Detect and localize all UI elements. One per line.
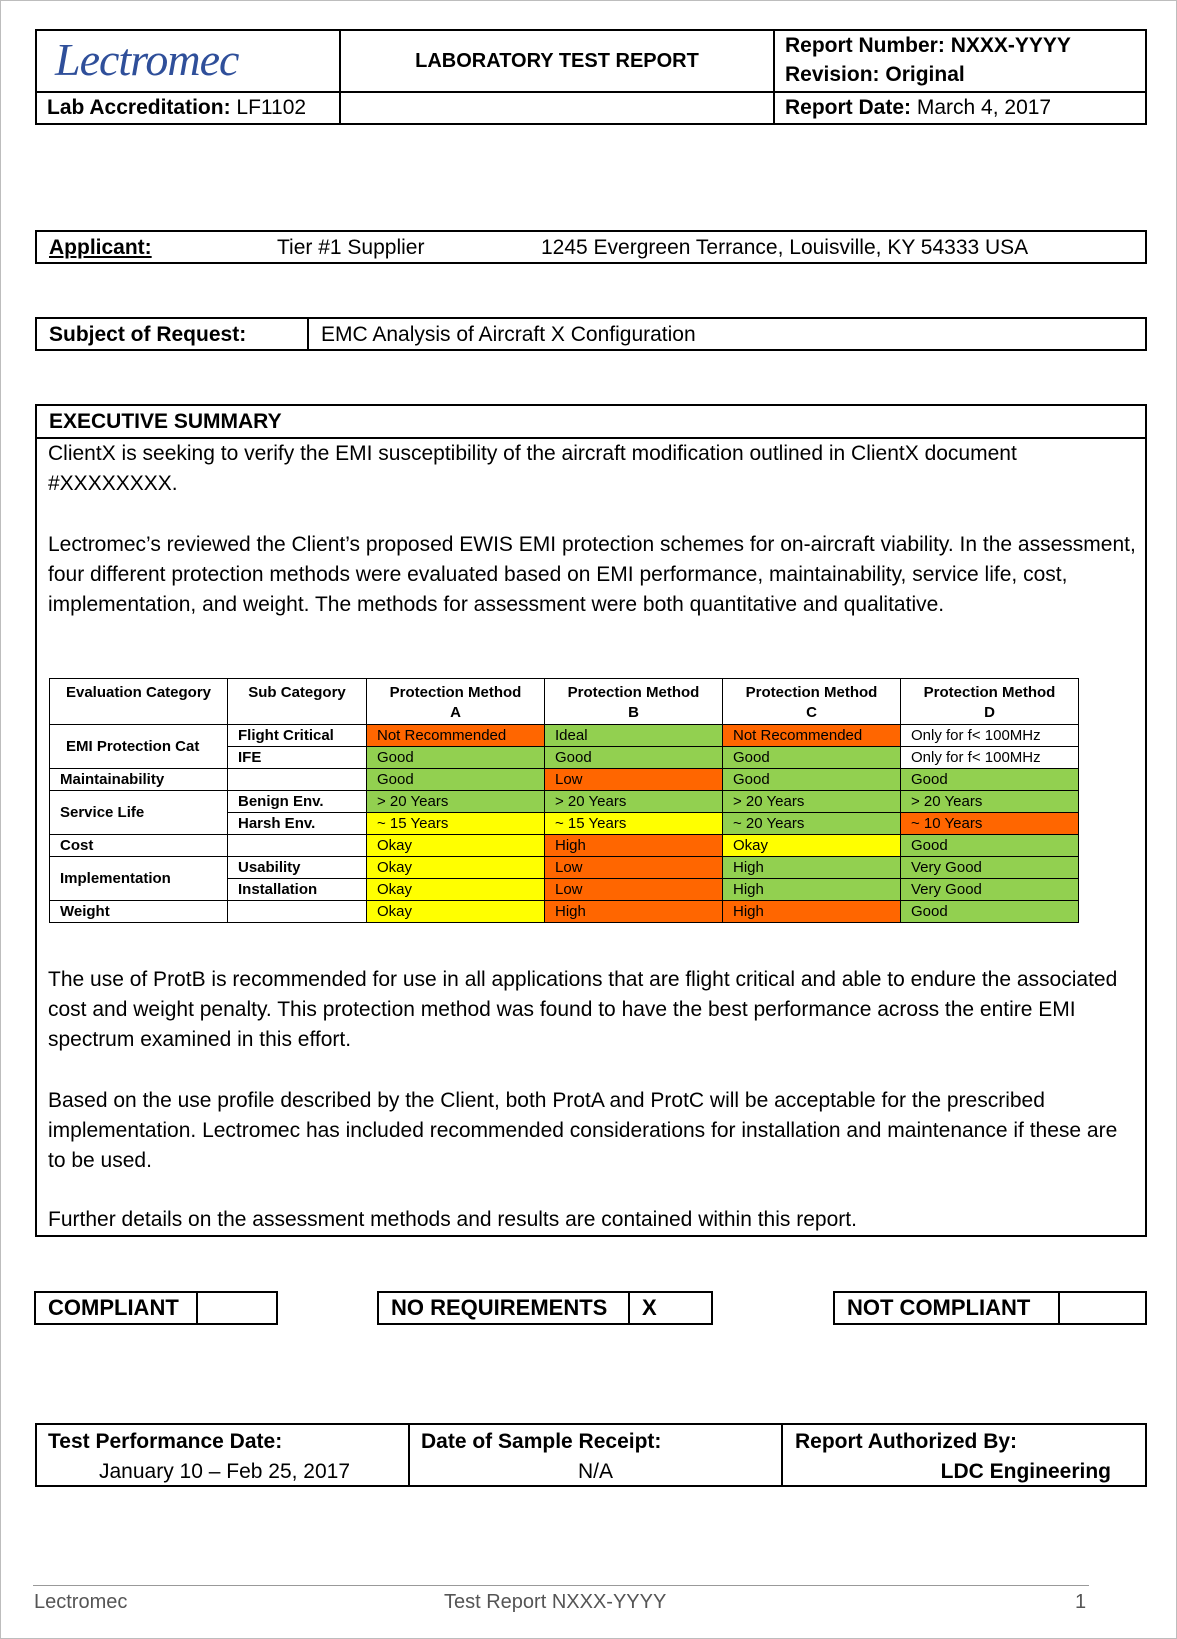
summary-paragraph-2: Lectromec’s reviewed the Client’s proposed EWIS EMI protection schemes for on-aircraft viability. In the assessment, four different protection methods were evaluated based on EMI performance, maintainability, service life, cost, implementation, and weight. The methods for assessment were both quantitative and qualitative. <box>48 533 1136 616</box>
method-a-cell: Okay <box>367 879 545 901</box>
category-emi-protection: EMI Protection Cat <box>50 725 228 769</box>
compliant-label: COMPLIANT <box>48 1295 179 1320</box>
method-d-cell: Good <box>901 769 1079 791</box>
method-a-cell: Okay <box>367 835 545 857</box>
method-c-cell: ~ 20 Years <box>723 813 901 835</box>
method-a-cell: ~ 15 Years <box>367 813 545 835</box>
method-a-cell: > 20 Years <box>367 791 545 813</box>
applicant-label: Applicant: <box>49 236 152 259</box>
sub-category-cell <box>228 901 367 923</box>
method-d-cell: Only for f< 100MHz <box>901 725 1079 747</box>
compliant-box <box>34 1291 278 1325</box>
method-d-cell: ~ 10 Years <box>901 813 1079 835</box>
method-b-cell: Low <box>545 769 723 791</box>
test-date-value: January 10 – Feb 25, 2017 <box>99 1460 351 1483</box>
method-b-cell: Ideal <box>545 725 723 747</box>
report-date-cell <box>775 93 1145 123</box>
revision-label: Revision: <box>785 63 880 86</box>
summary-paragraph-3: The use of ProtB is recommended for use in all applications that are flight critical and able to endure the associated cost and weight penalty. This protection method was found to have the best performance across the entire EMI spectrum examined in this effort. <box>48 968 1118 1051</box>
revision: Original <box>885 63 965 86</box>
signoff-table <box>35 1423 1147 1487</box>
category-service-life: Service Life <box>50 791 228 835</box>
method-c-cell: Not Recommended <box>723 725 901 747</box>
table-row <box>50 769 1079 791</box>
sub-category-cell: Installation <box>228 879 367 901</box>
footer-company: Lectromec <box>34 1591 128 1613</box>
category-maintainability: Maintainability <box>50 769 228 791</box>
applicant-address: 1245 Evergreen Terrance, Louisville, KY 54333 USA <box>541 236 1029 259</box>
method-c-cell: High <box>723 901 901 923</box>
method-a-cell: Good <box>367 769 545 791</box>
applicant-box <box>35 230 1147 264</box>
sub-category-cell: Harsh Env. <box>228 813 367 835</box>
subject-label: Subject of Request: <box>49 323 247 346</box>
sample-receipt-value: N/A <box>577 1460 613 1483</box>
not-compliant-checkbox[interactable] <box>1058 1293 1145 1323</box>
method-c-cell: Good <box>723 747 901 769</box>
method-c-cell: > 20 Years <box>723 791 901 813</box>
method-b-cell: High <box>545 901 723 923</box>
method-d-cell: Very Good <box>901 879 1079 901</box>
footer-page-number: 1 <box>1075 1591 1087 1613</box>
category-implementation: Implementation <box>50 857 228 901</box>
no-requirements-checkbox[interactable] <box>628 1293 711 1323</box>
header-sub-category: Sub Category <box>228 679 367 725</box>
report-number-cell <box>775 31 1145 93</box>
sample-receipt-label: Date of Sample Receipt: <box>421 1430 662 1453</box>
header-method-b: Protection Method B <box>545 679 723 725</box>
sub-category-cell <box>228 769 367 791</box>
no-requirements-box <box>377 1291 713 1325</box>
report-date-label: Report Date: <box>785 96 912 119</box>
report-number: NXXX-YYYY <box>950 34 1071 57</box>
method-a-cell: Not Recommended <box>367 725 545 747</box>
test-date-label: Test Performance Date: <box>48 1430 283 1453</box>
sub-category-cell: Flight Critical <box>228 725 367 747</box>
test-date-cell <box>37 1425 410 1485</box>
summary-heading: EXECUTIVE SUMMARY <box>49 410 282 433</box>
category-weight: Weight <box>50 901 228 923</box>
no-requirements-label: NO REQUIREMENTS <box>391 1295 608 1320</box>
method-c-cell: Okay <box>723 835 901 857</box>
summary-paragraph-1: ClientX is seeking to verify the EMI susceptibility of the aircraft modification outlined in ClientX document #XXXXXXXX. <box>48 442 1017 495</box>
header-method-c: Protection Method C <box>723 679 901 725</box>
category-cost: Cost <box>50 835 228 857</box>
method-b-cell: Low <box>545 857 723 879</box>
method-c-cell: High <box>723 857 901 879</box>
method-b-cell: Good <box>545 747 723 769</box>
method-d-cell: > 20 Years <box>901 791 1079 813</box>
sub-category-cell: IFE <box>228 747 367 769</box>
authorized-by-label: Report Authorized By: <box>795 1430 1018 1453</box>
method-c-cell: High <box>723 879 901 901</box>
method-d-cell: Very Good <box>901 857 1079 879</box>
table-header-row <box>50 679 1079 725</box>
method-d-cell: Good <box>901 835 1079 857</box>
authorized-by-cell <box>783 1425 1145 1485</box>
subject-divider <box>307 319 309 349</box>
accreditation-cell <box>37 93 341 123</box>
logo-cell <box>37 31 341 93</box>
no-requirements-mark: X <box>642 1295 657 1320</box>
lectromec-logo: Lectromec <box>55 34 239 85</box>
authorized-by-value: LDC Engineering <box>940 1460 1111 1483</box>
table-row <box>50 835 1079 857</box>
subject-value: EMC Analysis of Aircraft X Configuration <box>321 323 696 346</box>
report-number-label: Report Number: <box>785 34 945 57</box>
footer-report-id: Test Report NXXX-YYYY <box>444 1591 667 1613</box>
method-c-cell: Good <box>723 769 901 791</box>
subject-box <box>35 317 1147 351</box>
summary-heading-row <box>37 406 1145 439</box>
accreditation-label: Lab Accreditation: <box>47 96 231 119</box>
method-d-cell: Only for f< 100MHz <box>901 747 1079 769</box>
header-method-d: Protection Method D <box>901 679 1079 725</box>
report-date: March 4, 2017 <box>916 96 1052 119</box>
method-d-cell: Good <box>901 901 1079 923</box>
header-evaluation-category: Evaluation Category <box>50 679 228 725</box>
method-a-cell: Okay <box>367 901 545 923</box>
applicant-name: Tier #1 Supplier <box>277 236 425 259</box>
method-a-cell: Okay <box>367 857 545 879</box>
footer-divider <box>33 1585 1089 1586</box>
summary-paragraph-5: Further details on the assessment methods and results are contained within this report. <box>48 1208 857 1231</box>
title-cell <box>341 31 775 93</box>
method-a-cell: Good <box>367 747 545 769</box>
accreditation-value: LF1102 <box>236 96 307 119</box>
table-row <box>50 725 1079 747</box>
method-b-cell: High <box>545 835 723 857</box>
not-compliant-label: NOT COMPLIANT <box>847 1295 1031 1320</box>
sub-category-cell: Benign Env. <box>228 791 367 813</box>
method-b-cell: > 20 Years <box>545 791 723 813</box>
compliant-checkbox[interactable] <box>196 1293 276 1323</box>
method-b-cell: Low <box>545 879 723 901</box>
table-row <box>50 901 1079 923</box>
table-row <box>50 857 1079 879</box>
report-title: LABORATORY TEST REPORT <box>415 50 699 72</box>
header-method-a: Protection Method A <box>367 679 545 725</box>
empty-header-cell <box>341 93 775 123</box>
sub-category-cell: Usability <box>228 857 367 879</box>
table-row <box>50 791 1079 813</box>
report-header <box>35 29 1147 125</box>
sample-receipt-cell <box>410 1425 783 1485</box>
method-b-cell: ~ 15 Years <box>545 813 723 835</box>
summary-paragraph-4: Based on the use profile described by the Client, both ProtA and ProtC will be acceptable for the prescribed implementation. Lectromec has included recommended considerations for installation and maintenance if these are to be used. <box>48 1089 1118 1172</box>
not-compliant-box <box>833 1291 1147 1325</box>
sub-category-cell <box>228 835 367 857</box>
evaluation-table <box>49 678 1079 923</box>
